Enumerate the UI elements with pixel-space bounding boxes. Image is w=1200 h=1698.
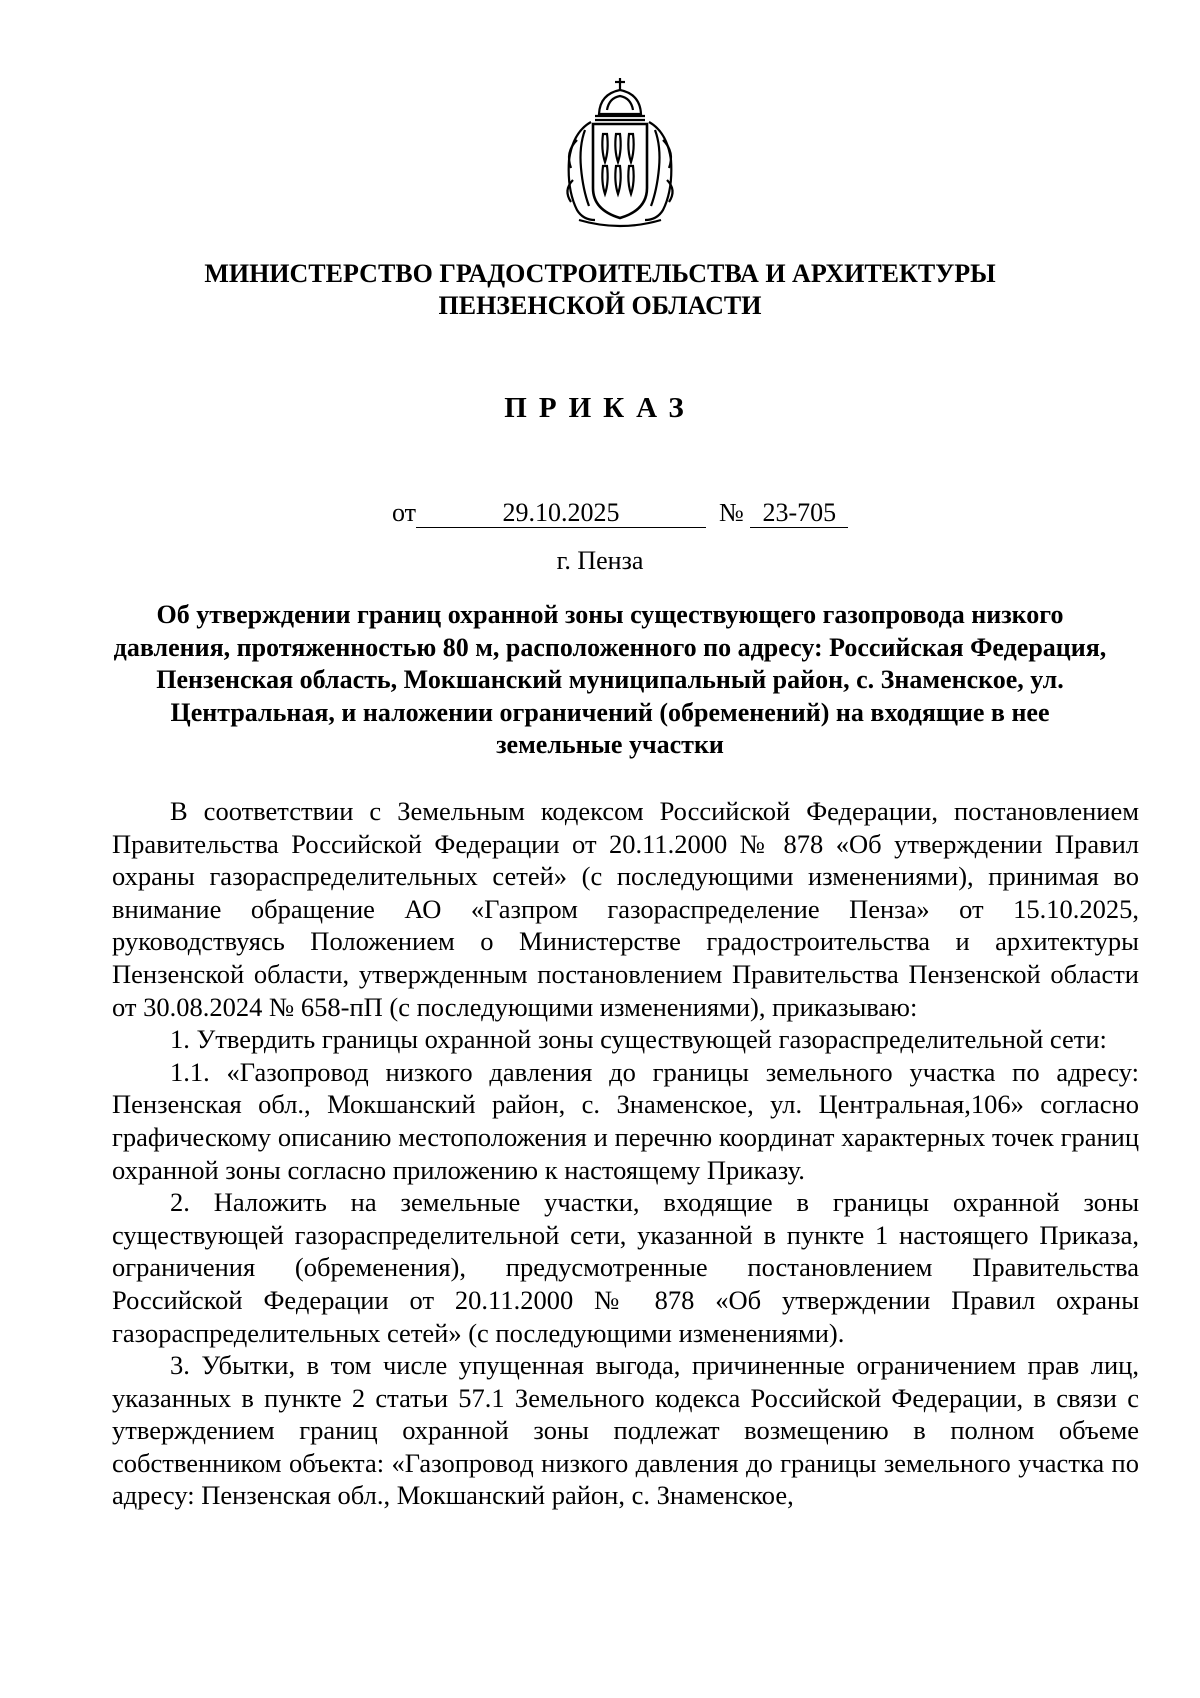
ministry-line-2: ПЕНЗЕНСКОЙ ОБЛАСТИ xyxy=(438,291,762,320)
item-1-paragraph: 1. Утвердить границы охранной зоны существующей газораспределительной сети: xyxy=(170,1024,1107,1055)
order-date: 29.10.2025 xyxy=(416,499,706,528)
ministry-name xyxy=(0,258,1200,322)
date-prefix: от xyxy=(392,498,417,527)
preamble-paragraph: В соответствии с Земельным кодексом Российской Федерации, постановлением Правительства Российской Федерации от 20.11.2000 № 878 «Об утверждении Правил охраны газораспределительных сетей» (с последующими изменениями), принимая во внимание обращение АО «Газпром газораспределение Пенза» от 15.10.2025, руководствуясь Положением о Министерстве градостроительства и архитектуры Пензенской области, утвержденным постановлением Правительства Пензенской области от 30.08.2024 № 658-пП (с последующими изменениями), приказываю: xyxy=(112,796,1139,1022)
document-body xyxy=(112,795,1139,1512)
coat-of-arms-icon xyxy=(555,70,685,230)
document-type-heading: ПРИКАЗ xyxy=(504,392,696,424)
order-number: 23-705 xyxy=(750,499,848,528)
number-prefix: № xyxy=(719,498,744,527)
item-1-1-paragraph: 1.1. «Газопровод низкого давления до границы земельного участка по адресу: Пензенская обл., Мокшанский район, с. Знаменское, ул. Центральная,106» согласно графическому описанию местоположения и перечню координат характерных точек границ охранной зоны согласно приложению к настоящему Приказу. xyxy=(112,1056,1139,1185)
date-number-line xyxy=(392,497,848,529)
document-title: Об утверждении границ охранной зоны существующего газопровода низкого давления, протяженностью 80 м, расположенного по адресу: Российская Федерация, Пензенская область, Мокшанский муниципальный район, с. Знаменское, ул. Центральная, и наложении ограничений (обременений) на входящие в нее земельные участки xyxy=(113,600,1107,759)
item-3-paragraph: 3. Убытки, в том числе упущенная выгода, причиненные ограничением прав лиц, указанных в пункте 2 статьи 57.1 Земельного кодекса Российской Федерации, в связи с утверждением границ охранной зоны подлежат возмещению в полном объеме собственником объекта: «Газопровод низкого давления до границы земельного участка по адресу: Пензенская обл., Мокшанский район, с. Знаменское, xyxy=(112,1350,1139,1511)
item-2-paragraph: 2. Наложить на земельные участки, входящие в границы охранной зоны существующей газораспределительной сети, указанной в пункте 1 настоящего Приказа, ограничения (обременения), предусмотренные постановлением Правительства Российской Федерации от 20.11.2000 № 878 «Об утверждении Правил охраны газораспределительных сетей» (с последующими изменениями). xyxy=(112,1187,1139,1348)
city: г. Пенза xyxy=(556,546,644,575)
ministry-line-1: МИНИСТЕРСТВО ГРАДОСТРОИТЕЛЬСТВА И АРХИТЕКТУРЫ xyxy=(204,259,996,288)
